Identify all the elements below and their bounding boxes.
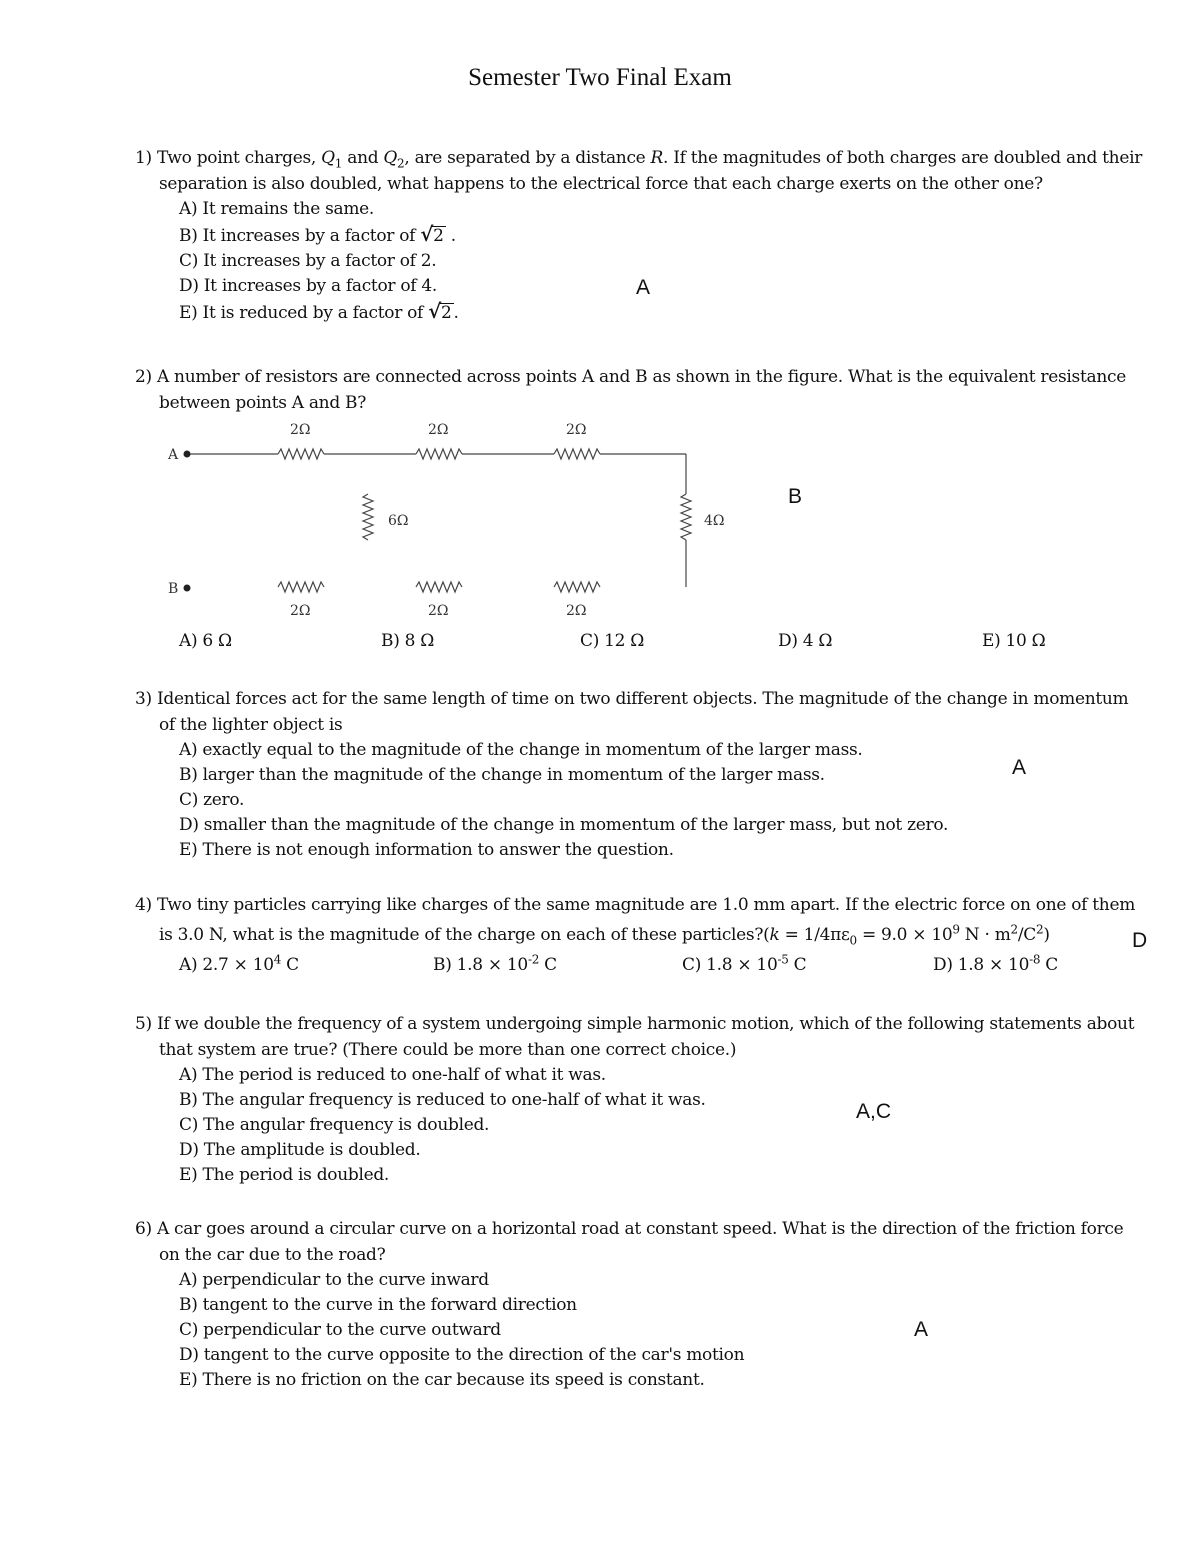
handwritten-answer-5: A,C (856, 1100, 892, 1123)
option-a: A) 6 Ω (179, 631, 232, 651)
label-point-b: B (168, 581, 179, 597)
question-number: 6) (135, 1219, 152, 1239)
question-2-stem (135, 364, 1145, 416)
charge-symbol: Q (321, 148, 335, 168)
handwritten-answer-4: D (1132, 929, 1148, 952)
option-text: A) 2.7 × 10 (179, 955, 274, 975)
question-6-stem (135, 1216, 1145, 1268)
option-text: . (453, 303, 459, 323)
option-d (933, 952, 1058, 975)
page-title: Semester Two Final Exam (468, 64, 732, 91)
option-a (179, 952, 299, 975)
stem-text: Two tiny particles carrying like charges of the same magnitude are 1.0 mm apart. If the electric force on one of them is 3.0 N, what is the magnitude of the charge on each of these particles?( (156, 895, 1136, 945)
option-text: C) 1.8 × 10 (682, 955, 778, 975)
stem-text: N · m (959, 925, 1011, 945)
handwritten-answer-6: A (914, 1318, 929, 1341)
option-a: A) exactly equal to the magnitude of the change in momentum of the larger mass. (179, 740, 863, 760)
label-right-r: 4Ω (704, 513, 725, 529)
handwritten-answer-3: A (1012, 756, 1027, 779)
option-text: E) It is reduced by a factor of (179, 303, 429, 323)
option-text: . (445, 226, 456, 246)
option-c: C) perpendicular to the curve outward (179, 1320, 501, 1340)
stem-text: ) (1043, 925, 1050, 945)
option-text: B) 1.8 × 10 (433, 955, 528, 975)
superscript: 2 (1036, 922, 1044, 937)
handwritten-answer-1: A (636, 276, 651, 299)
stem-text: Identical forces act for the same length of time on two different objects. The magnitude of the change in momentum of the lighter object is (156, 689, 1129, 735)
subscript: 2 (397, 156, 405, 171)
unit: C (788, 955, 807, 975)
terminal-b (184, 585, 191, 592)
option-b: B) tangent to the curve in the forward direction (179, 1295, 577, 1315)
option-a: A) perpendicular to the curve inward (179, 1270, 489, 1290)
option-e (135, 299, 1145, 326)
question-4-stem (135, 890, 1145, 950)
option-d: D) smaller than the magnitude of the change in momentum of the larger mass, but not zero. (179, 815, 949, 835)
option-b (433, 952, 557, 975)
option-e: E) The period is doubled. (179, 1165, 390, 1185)
option-e: E) 10 Ω (982, 631, 1046, 651)
stem-text: = 1/4πε (779, 925, 850, 945)
option-d: D) tangent to the curve opposite to the direction of the car's motion (179, 1345, 745, 1365)
label-point-a: A (168, 447, 179, 463)
distance-symbol: R (650, 148, 664, 168)
charge-symbol: Q (383, 148, 398, 168)
radicand: 2 (433, 226, 444, 246)
stem-text: If we double the frequency of a system undergoing simple harmonic motion, which of the following statements about that system are true? (There could be more than one correct choice.) (156, 1014, 1135, 1060)
stem-text: and (342, 148, 384, 168)
option-a: A) It remains the same. (179, 199, 375, 219)
question-number: 5) (135, 1014, 152, 1034)
option-c: C) It increases by a factor of 2. (179, 251, 437, 271)
superscript: -5 (777, 952, 789, 967)
superscript: -2 (527, 952, 540, 967)
option-d: D) 4 Ω (778, 631, 833, 651)
stem-text: = 9.0 × 10 (856, 925, 953, 945)
option-b: B) The angular frequency is reduced to one-half of what it was. (179, 1090, 706, 1110)
question-5-stem (135, 1011, 1145, 1063)
option-c: C) zero. (179, 790, 245, 810)
subscript: 1 (334, 156, 343, 171)
question-number: 3) (135, 689, 152, 709)
label-top-r1: 2Ω (290, 422, 311, 438)
stem-text: Two point charges, (156, 148, 322, 168)
question-3 (135, 686, 1145, 863)
label-bot-r2: 2Ω (428, 603, 449, 619)
superscript: -8 (1029, 952, 1041, 967)
stem-text: . If the magnitudes of both charges are doubled and their separation is also doubled, what happens to the electrical force that each charge exerts on the other one? (159, 148, 1143, 194)
question-6 (135, 1216, 1145, 1393)
sqrt-icon: √ (428, 299, 442, 323)
unit: C (281, 955, 299, 975)
question-number: 4) (135, 895, 152, 915)
stem-text: , are separated by a distance (404, 148, 651, 168)
option-c: C) The angular frequency is doubled. (179, 1115, 490, 1135)
option-b: B) 8 Ω (381, 631, 435, 651)
label-bot-r1: 2Ω (290, 603, 311, 619)
option-e: E) There is no friction on the car because its speed is constant. (179, 1370, 705, 1390)
option-a: A) The period is reduced to one-half of what it was. (179, 1065, 606, 1085)
superscript: 9 (952, 922, 960, 937)
sqrt-icon: √ (420, 222, 434, 246)
unit: C (539, 955, 557, 975)
superscript: 2 (1010, 922, 1018, 937)
option-text: D) 1.8 × 10 (933, 955, 1030, 975)
unit: C (1040, 955, 1058, 975)
resistor-circuit-diagram (160, 412, 740, 622)
subscript: 0 (849, 933, 857, 948)
option-d: D) The amplitude is doubled. (179, 1140, 421, 1160)
terminal-a (184, 451, 191, 458)
option-d: D) It increases by a factor of 4. (179, 276, 437, 296)
stem-text: A car goes around a circular curve on a horizontal road at constant speed. What is the direction of the friction force on the car due to the road? (156, 1219, 1124, 1265)
label-mid-r: 6Ω (388, 513, 409, 529)
option-text: B) It increases by a factor of (179, 226, 421, 246)
question-1-stem (135, 145, 1145, 197)
option-e: E) There is not enough information to answer the question. (179, 840, 674, 860)
option-c: C) 12 Ω (580, 631, 645, 651)
label-top-r3: 2Ω (566, 422, 587, 438)
option-b (135, 222, 1145, 249)
question-3-stem (135, 686, 1145, 738)
question-2 (135, 364, 1145, 416)
handwritten-answer-2: B (788, 485, 803, 508)
question-number: 1) (135, 148, 152, 168)
stem-text: /C (1017, 925, 1036, 945)
label-bot-r3: 2Ω (566, 603, 587, 619)
option-b: B) larger than the magnitude of the change in momentum of the larger mass. (179, 765, 825, 785)
question-number: 2) (135, 367, 152, 387)
question-4 (135, 890, 1145, 950)
option-c (682, 952, 807, 975)
radicand: 2 (441, 303, 452, 323)
stem-text: A number of resistors are connected across points A and B as shown in the figure. What is the equivalent resistance between points A and B? (156, 367, 1126, 413)
constant-symbol: k (769, 925, 780, 945)
superscript: 4 (273, 952, 282, 967)
label-top-r2: 2Ω (428, 422, 449, 438)
question-5 (135, 1011, 1145, 1188)
